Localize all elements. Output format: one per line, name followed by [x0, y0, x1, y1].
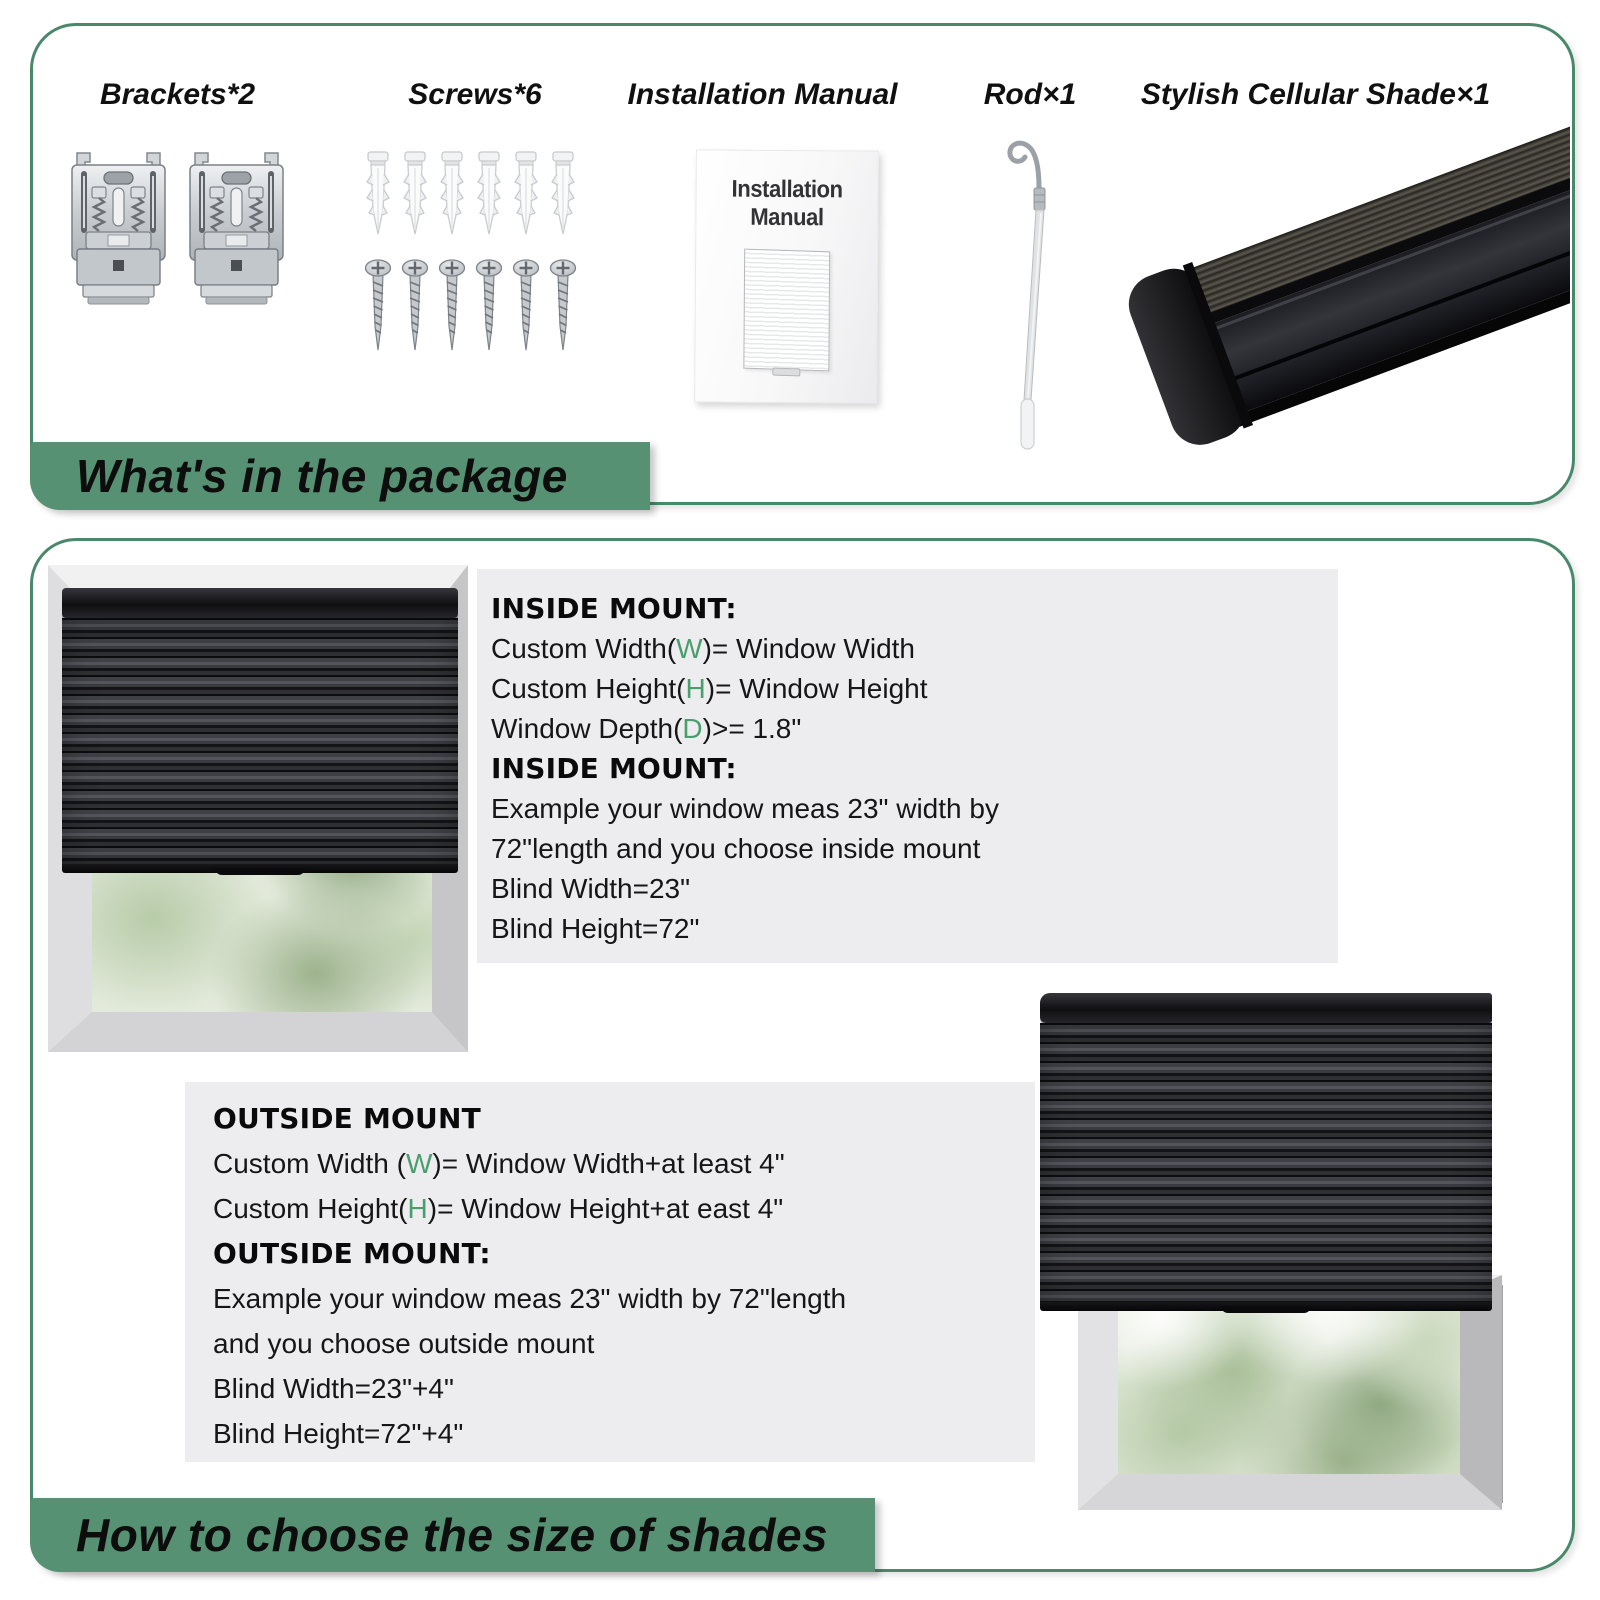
sizing-banner-text: How to choose the size of shades [76, 1509, 829, 1561]
shade-handle [215, 868, 305, 875]
manual-label: Installation Manual [627, 78, 898, 111]
inside-blind-height: Blind Height=72" [491, 913, 700, 944]
shade-headrail [62, 588, 458, 618]
manual-cover-title [703, 175, 872, 232]
shade-pleats [1040, 1023, 1492, 1303]
outside-example-line-2: and you choose outside mount [213, 1328, 595, 1359]
blind-sketch [743, 249, 830, 372]
inside-height-line: Custom Height(H)= Window Height [491, 673, 928, 704]
installation-manual-graphic [694, 149, 879, 403]
inside-blind-width: Blind Width=23" [491, 873, 691, 904]
inside-mount-window-illustration [48, 565, 468, 1052]
inside-mount-heading-1: INSIDE MOUNT: [491, 592, 737, 625]
outside-mount-heading-1: OUTSIDE MOUNT [213, 1102, 481, 1135]
inside-mount-heading-2: INSIDE MOUNT: [491, 752, 737, 785]
inside-mount-panel [477, 569, 1338, 963]
outside-width-line: Custom Width (W)= Window Width+at least 4" [213, 1148, 785, 1179]
cellular-shade [1040, 993, 1492, 1311]
wand-rod-graphic [1000, 128, 1070, 453]
screws-label: Screws*6 [408, 78, 542, 111]
outside-height-line: Custom Height(H)= Window Height+at east 4" [213, 1193, 784, 1224]
trees-view [1118, 1293, 1460, 1474]
shade-handle [1221, 1306, 1311, 1313]
package-banner [30, 442, 650, 510]
screws-anchors-graphic [363, 150, 585, 355]
cellular-shade [62, 588, 458, 873]
package-banner-text: What's in the package [76, 450, 568, 502]
brackets-label: Brackets*2 [99, 78, 256, 111]
mounting-brackets-graphic [65, 148, 290, 313]
shade-label: Stylish Cellular Shade×1 [1140, 78, 1491, 111]
manual-cover-line1: Installation [731, 175, 843, 204]
shade-bottom-rail [62, 864, 458, 873]
outside-mount-window-illustration [1035, 985, 1505, 1520]
outside-blind-height: Blind Height=72"+4" [213, 1418, 464, 1449]
shade-bottom-rail [1040, 1302, 1492, 1311]
inside-example-line-1: Example your window meas 23" width by [491, 793, 999, 824]
inside-width-line: Custom Width(W)= Window Width [491, 633, 915, 664]
inside-example-line-2: 72"length and you choose inside mount [491, 833, 981, 864]
outside-mount-heading-2: OUTSIDE MOUNT: [213, 1237, 491, 1270]
shade-headrail [1040, 993, 1492, 1023]
rod-label: Rod×1 [983, 78, 1077, 111]
outside-example-line-1: Example your window meas 23" width by 72"length [213, 1283, 847, 1314]
cellular-shade-bar-graphic [1118, 120, 1570, 465]
outside-blind-width: Blind Width=23"+4" [213, 1373, 454, 1404]
manual-cover-line2: Manual [750, 203, 824, 232]
shade-pleats [62, 618, 458, 865]
sizing-banner [30, 1498, 875, 1572]
window-glass [1118, 1293, 1460, 1474]
inside-depth-line: Window Depth(D)>= 1.8" [491, 713, 802, 744]
